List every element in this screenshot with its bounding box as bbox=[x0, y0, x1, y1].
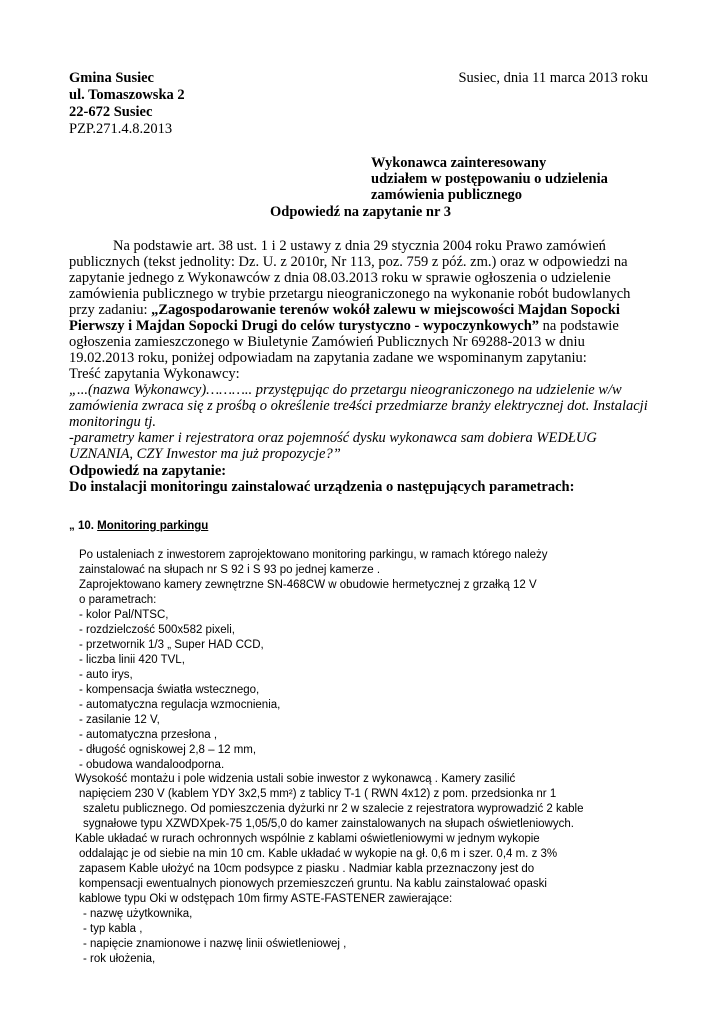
spec-item: - automatyczna regulacja wzmocnienia, bbox=[79, 699, 281, 711]
addressee-line-3: zamówienia publicznego bbox=[371, 187, 523, 203]
answer-label: Odpowiedź na zapytanie: bbox=[69, 463, 227, 479]
section-line: napięciem 230 V (kablem YDY 3x2,5 mm²) z tablicy T-1 ( RWN 4x12) z pom. przedsionka nr 1 bbox=[79, 788, 557, 800]
section-line: Kable układać w rurach ochronnych wspólnie z kablami oświetleniowymi w jednym wykopie bbox=[75, 833, 540, 845]
spec-item: - auto irys, bbox=[79, 669, 133, 681]
section-line: zainstalować na słupach nr S 92 i S 93 po jednej kamerze . bbox=[79, 564, 381, 576]
spec-item: - przetwornik 1/3 „ Super HAD CCD, bbox=[79, 639, 264, 651]
label-item: - rok ułożenia, bbox=[83, 953, 156, 965]
spec-item: - kompensacja światła wstecznego, bbox=[79, 684, 260, 696]
intro-line-6-plain: na podstawie bbox=[539, 318, 619, 334]
section-line: kablowe typu Oki w odstępach 10m firmy ASTE-FASTENER zawierające: bbox=[79, 893, 453, 905]
section-line: Po ustaleniach z inwestorem zaprojektowano monitoring parkingu, w ramach którego należy bbox=[79, 549, 548, 561]
spec-item: - kolor Pal/NTSC, bbox=[79, 609, 169, 621]
spec-item: - długość ogniskowej 2,8 – 12 mm, bbox=[79, 744, 257, 756]
section-line: zapasem Kable ułożyć na 10cm podsypce z piasku . Nadmiar kabla przeznaczony jest do bbox=[79, 863, 535, 875]
section-line: o parametrach: bbox=[79, 594, 157, 606]
section-line: Wysokość montażu i pole widzenia ustali sobie inwestor z wykonawcą . Kamery zasilić bbox=[75, 773, 516, 785]
intro-line-5 bbox=[69, 302, 620, 318]
question-line-5: UZNANIA, CZY Inwestor ma już propozycje?” bbox=[69, 446, 341, 462]
section-line: sygnałowe typu XZWDXpek-75 1,05/5,0 do kamer zainstalowanych na słupach oświetleniowych. bbox=[83, 818, 574, 830]
intro-line-8: 19.02.2013 roku, poniżej odpowiadam na zapytania zadane we wspominanym zapytaniu: bbox=[69, 350, 587, 366]
section-line: oddalając je od siebie na min 10 cm. Kable układać w wykopie na gł. 0,6 m i szer. 0,4 m. z 3% bbox=[79, 848, 558, 860]
intro-line-4: zamówienia publicznego w trybie przetargu nieograniczonego na wykonanie robót budowlanych bbox=[69, 286, 631, 302]
spec-item: - liczba linii 420 TVL, bbox=[79, 654, 185, 666]
intro-line-1: Na podstawie art. 38 ust. 1 i 2 ustawy z dnia 29 stycznia 2004 roku Prawo zamówień bbox=[113, 238, 606, 254]
org-name: Gmina Susiec bbox=[69, 70, 154, 86]
answer-lead: Do instalacji monitoringu zainstalować urządzenia o następujących parametrach: bbox=[69, 479, 575, 495]
section-heading bbox=[69, 519, 208, 534]
addressee-line-2: udziałem w postępowaniu o udzielenia bbox=[371, 171, 608, 187]
project-name-part-1: „Zagospodarowanie terenów wokół zalewu w miejscowości Majdan Sopocki bbox=[151, 302, 620, 318]
question-line-2: zamówienia zwraca się z prośbą o określenie tre4ści przedmiarze branży elektrycznej dot. Instalacji bbox=[69, 398, 648, 414]
question-line-4: -parametry kamer i rejestratora oraz pojemność dysku wykonawca sam dobiera WEDŁUG bbox=[69, 430, 597, 446]
intro-line-3: zapytanie jednego z Wykonawców z dnia 08.03.2013 roku w sprawie ogłoszenia o udzielenie bbox=[69, 270, 611, 286]
question-label: Treść zapytania Wykonawcy: bbox=[69, 366, 240, 382]
spec-item: - obudowa wandaloodporna. bbox=[79, 759, 225, 771]
spec-item: - zasilanie 12 V, bbox=[79, 714, 160, 726]
document-title: Odpowiedź na zapytanie nr 3 bbox=[270, 204, 452, 220]
org-city: 22-672 Susiec bbox=[69, 104, 153, 120]
intro-line-2: publicznych (tekst jednolity: Dz. U. z 2010r, Nr 113, poz. 759 z póź. zm.) oraz w odpowiedzi na bbox=[69, 254, 628, 270]
label-item: - typ kabla , bbox=[83, 923, 143, 935]
section-line: kompensacji ewentualnych pionowych przemieszczeń gruntu. Na kablu zainstalować opaski bbox=[79, 878, 547, 890]
intro-line-5-plain: przy zadaniu: bbox=[69, 302, 152, 318]
question-line-3: monitoringu tj. bbox=[69, 414, 157, 430]
question-line-1: „...(nazwa Wykonawcy)……….. przystępując do przetargu nieograniczonego na udzielenie w/w bbox=[69, 382, 622, 398]
section-title: Monitoring parkingu bbox=[97, 520, 209, 532]
section-number: „ 10. bbox=[69, 520, 98, 532]
section-line: Zaprojektowano kamery zewnętrzne SN-468CW w obudowie hermetycznej z grzałką 12 V bbox=[79, 579, 537, 591]
section-line: szaletu publicznego. Od pomieszczenia dyżurki nr 2 w szalecie z rejestratora wyprowadzić 2 kable bbox=[83, 803, 584, 815]
label-item: - nazwę użytkownika, bbox=[83, 908, 193, 920]
spec-item: - rozdzielczość 500x582 pixeli, bbox=[79, 624, 235, 636]
intro-line-7: ogłoszenia zamieszczonego w Biuletynie Zamówień Publicznych Nr 69288-2013 w dniu bbox=[69, 334, 585, 350]
org-street: ul. Tomaszowska 2 bbox=[69, 87, 185, 103]
addressee-line-1: Wykonawca zainteresowany bbox=[371, 155, 547, 171]
project-name-part-2: Pierwszy i Majdan Sopocki Drugi do celów turystyczno - wypoczynkowych” bbox=[69, 318, 540, 334]
label-item: - napięcie znamionowe i nazwę linii oświetleniowej , bbox=[83, 938, 347, 950]
place-date: Susiec, dnia 11 marca 2013 roku bbox=[458, 70, 648, 86]
reference-number: PZP.271.4.8.2013 bbox=[69, 121, 173, 137]
intro-line-6 bbox=[69, 318, 619, 334]
spec-item: - automatyczna przesłona , bbox=[79, 729, 218, 741]
